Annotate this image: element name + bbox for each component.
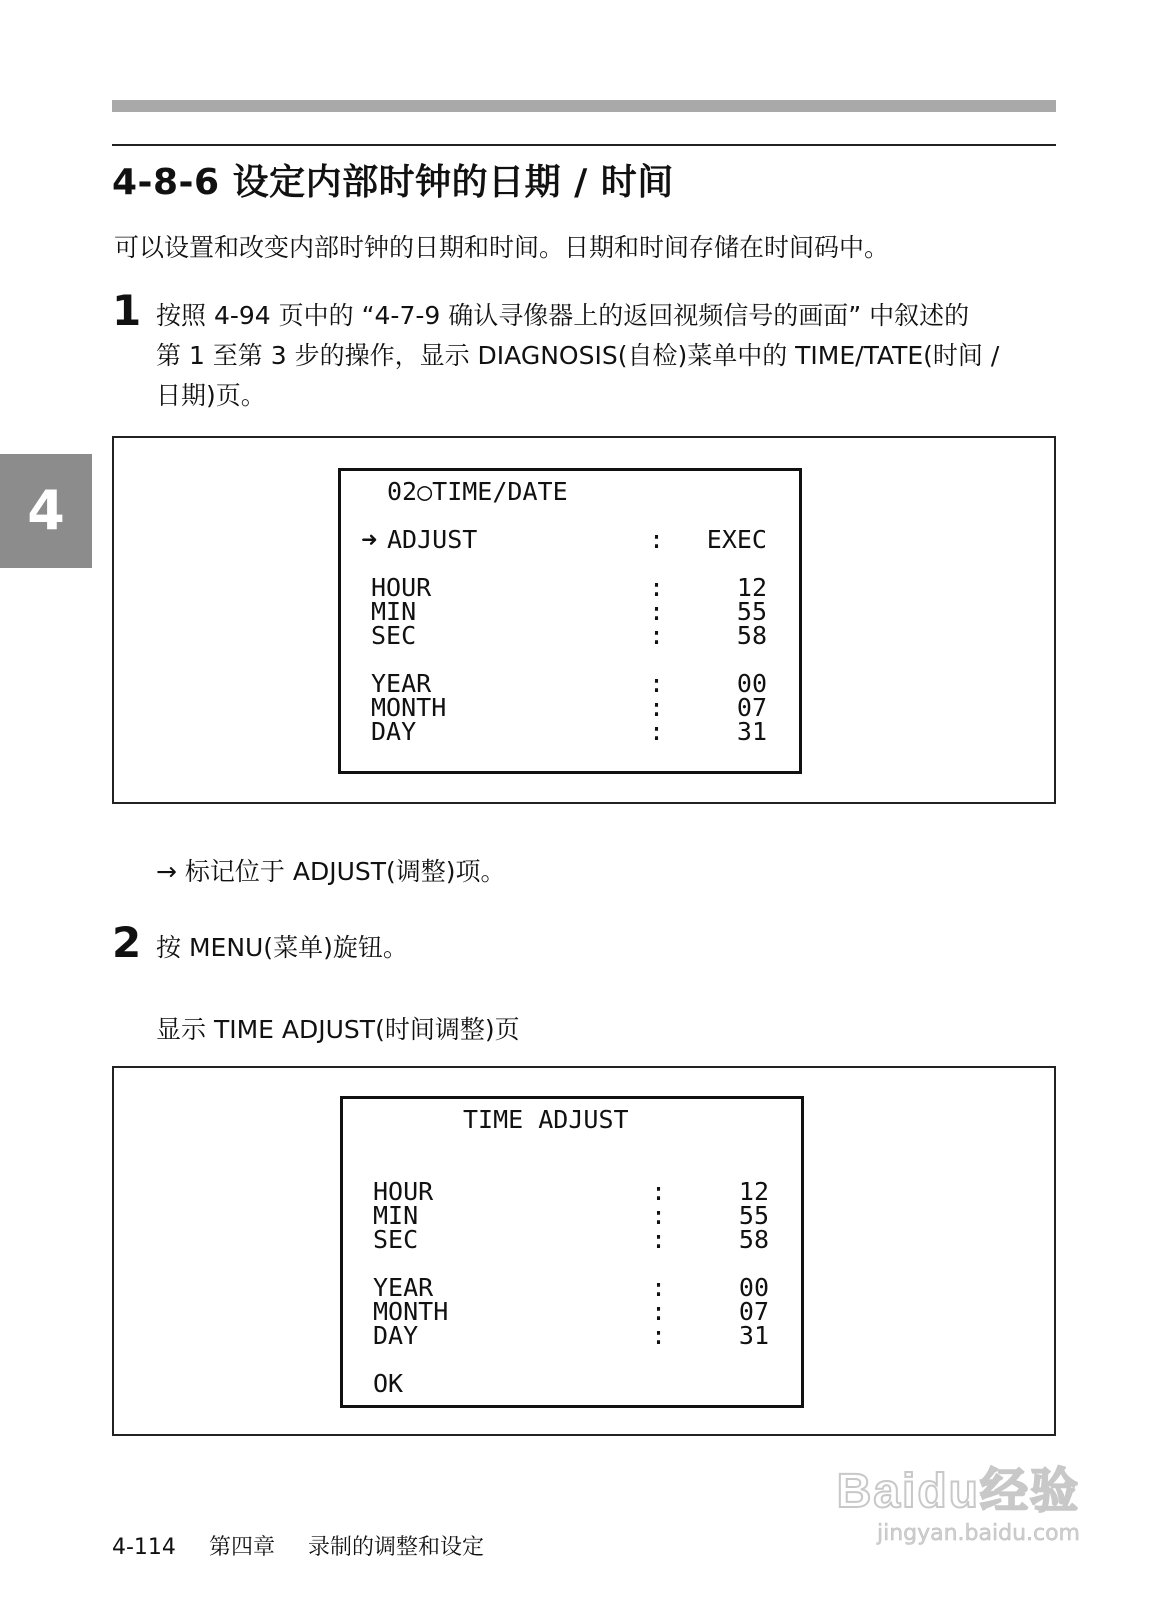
chapter-label: 第四章 (208, 1535, 275, 1560)
page-footer (112, 1530, 510, 1561)
month-value-2: 07 (738, 1297, 769, 1326)
time-adjust-screen (340, 1096, 804, 1408)
hour-colon-2: : (651, 1177, 667, 1206)
year-label-2: YEAR (373, 1273, 434, 1302)
min-label: MIN (371, 597, 417, 626)
min-value: 55 (736, 597, 767, 626)
step-2-text: 按 MENU(菜单)旋钮。 (156, 933, 408, 962)
year-value: 00 (736, 669, 767, 698)
min-colon: : (649, 597, 665, 626)
year-label: YEAR (371, 669, 432, 698)
figure-1-frame (112, 436, 1056, 804)
day-label: DAY (371, 717, 417, 746)
month-colon: : (649, 693, 665, 722)
hour-label: HOUR (371, 573, 432, 602)
page-number: 4-114 (112, 1535, 176, 1560)
step-1-line-2: 第 1 至第 3 步的操作，显示 DIAGNOSIS(自检)菜单中的 TIME/TATE(时间 / (156, 341, 1000, 370)
step-1-line-3: 日期)页。 (156, 381, 266, 410)
sec-label: SEC (371, 621, 417, 650)
year-value-2: 00 (738, 1273, 769, 1302)
step-1-text (156, 296, 999, 416)
sec-value-2: 58 (738, 1225, 769, 1254)
note-2: 显示 TIME ADJUST(时间调整)页 (156, 1015, 520, 1044)
baidu-logo: Baidu经验 (836, 1465, 1080, 1518)
hour-value-2: 12 (738, 1177, 769, 1206)
step-1-line-1: 按照 4-94 页中的 “4-7-9 确认寻像器上的返回视频信号的画面” 中叙述的 (156, 301, 970, 330)
year-colon: : (649, 669, 665, 698)
figure-2-frame (112, 1066, 1056, 1436)
min-value-2: 55 (738, 1201, 769, 1230)
adjust-label: ADJUST (387, 525, 478, 554)
chapter-title: 录制的调整和设定 (307, 1535, 484, 1560)
hour-colon: : (649, 573, 665, 602)
day-colon: : (649, 717, 665, 746)
top-rule (112, 144, 1056, 146)
chapter-side-tab: 4 (0, 454, 92, 568)
screen-1-title: 02○TIME/DATE (387, 477, 568, 506)
ok-item: OK (373, 1369, 404, 1398)
day-value: 31 (736, 717, 767, 746)
time-date-screen (338, 468, 802, 774)
day-value-2: 31 (738, 1321, 769, 1350)
section-title: 4-8-6 设定内部时钟的日期 / 时间 (112, 162, 674, 203)
month-label-2: MONTH (373, 1297, 449, 1326)
step-2-number: 2 (112, 918, 142, 967)
month-label: MONTH (371, 693, 447, 722)
baidu-url: jingyan.baidu.com (876, 1521, 1080, 1546)
sec-label-2: SEC (373, 1225, 419, 1254)
top-gray-bar (112, 100, 1056, 112)
intro-paragraph: 可以设置和改变内部时钟的日期和时间。日期和时间存储在时间码中。 (114, 233, 890, 262)
adjust-colon: : (649, 525, 665, 554)
month-value: 07 (736, 693, 767, 722)
baidu-watermark (837, 1452, 1080, 1546)
year-colon-2: : (651, 1273, 667, 1302)
sec-colon-2: : (651, 1225, 667, 1254)
month-colon-2: : (651, 1297, 667, 1326)
hour-value: 12 (736, 573, 767, 602)
note-1: → 标记位于 ADJUST(调整)项。 (156, 857, 506, 886)
min-colon-2: : (651, 1201, 667, 1230)
screen-2-title: TIME ADJUST (463, 1105, 629, 1134)
sec-colon: : (649, 621, 665, 650)
day-label-2: DAY (373, 1321, 419, 1350)
arrow-cursor-icon: ➜ (361, 527, 378, 551)
sec-value: 58 (736, 621, 767, 650)
min-label-2: MIN (373, 1201, 419, 1230)
step-1-number: 1 (112, 286, 142, 335)
hour-label-2: HOUR (373, 1177, 434, 1206)
day-colon-2: : (651, 1321, 667, 1350)
adjust-value: EXEC (706, 525, 767, 554)
